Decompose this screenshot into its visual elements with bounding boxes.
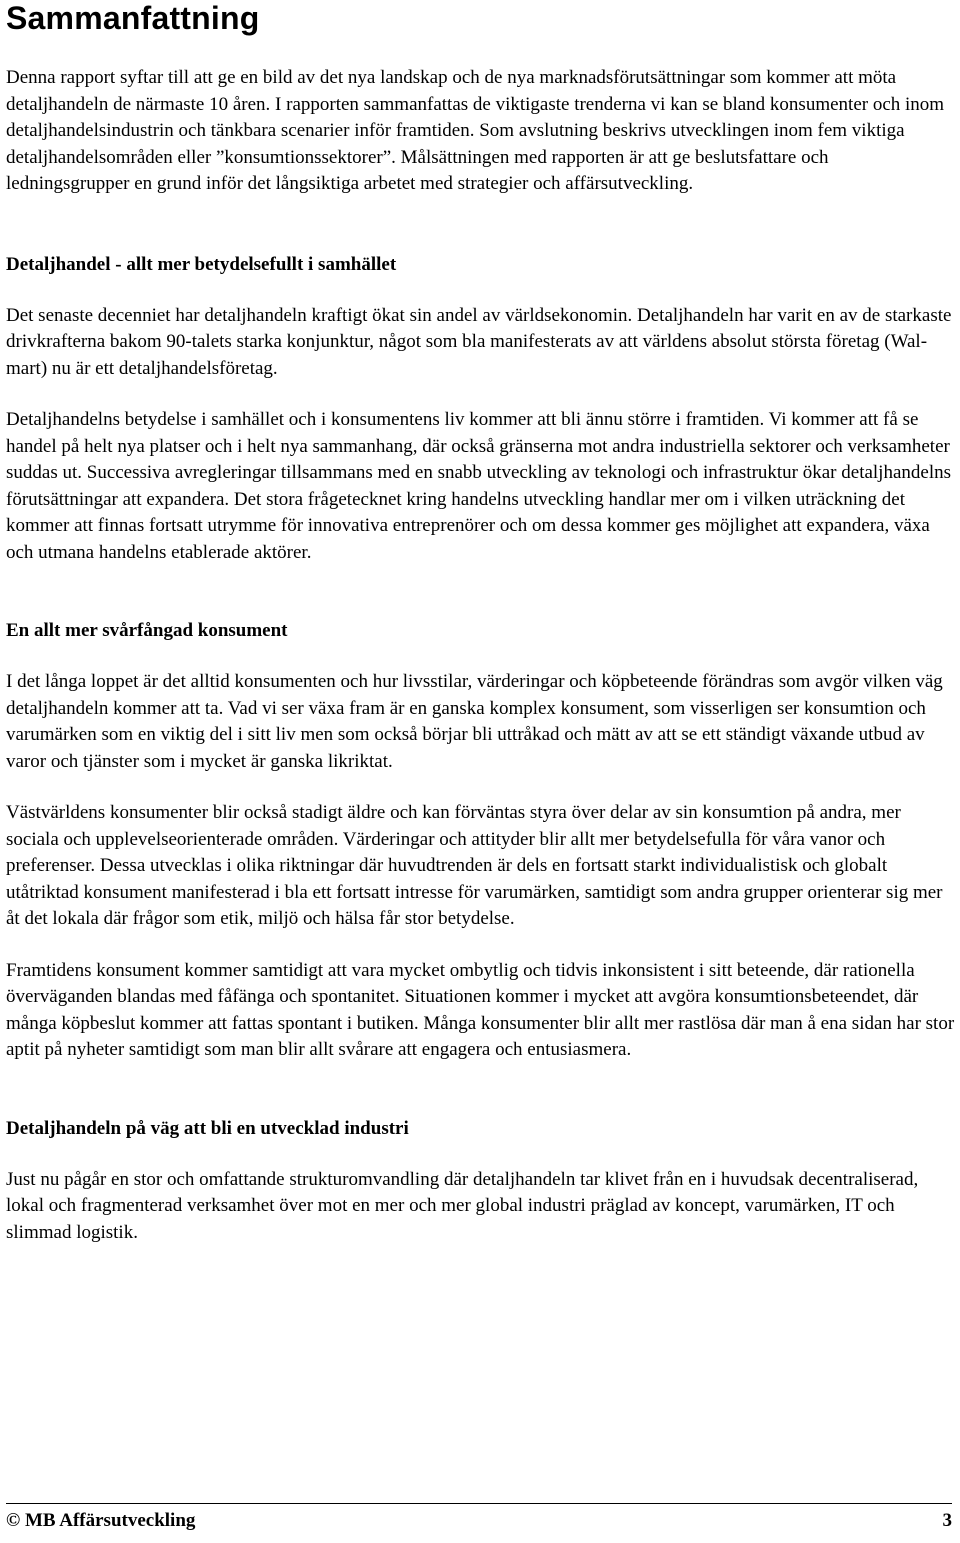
document-page xyxy=(6,0,956,1246)
footer-row xyxy=(6,1508,952,1534)
section-heading: En allt mer svårfångad konsument xyxy=(6,620,288,641)
page-footer xyxy=(6,1503,952,1534)
intro-paragraph: Denna rapport syftar till att ge en bild av det nya landskap och de nya marknadsförutsättningar som kommer att möta detaljhandeln de närmaste 10 åren. I rapporten sammanfattas de viktigaste trenderna vi kan se bland konsumenter och inom detaljhandelsindustrin och tänkbara scenarier inför framtiden. Som avslutning beskrivs utvecklingen inom fem viktiga detaljhandelsområden eller ”konsumtionssektorer”. Målsättningen med rapporten är att ge beslutsfattare och ledningsgrupper en grund inför det långsiktiga arbetet med strategier och affärsutveckling. xyxy=(6,67,945,194)
footer-divider xyxy=(6,1503,952,1504)
body-paragraph: Just nu pågår en stor och omfattande strukturomvandling där detaljhandeln tar klivet från en i huvudsak decentraliserad, lokal och fragmenterad verksamhet över mot en mer och mer global industri präglad av koncept, varumärken, IT och slimmad logistik. xyxy=(6,1168,919,1243)
section-heading: Detaljhandeln på väg att bli en utvecklad industri xyxy=(6,1117,409,1139)
body-paragraph: Det senaste decenniet har detaljhandeln kraftigt ökat sin andel av världsekonomin. Detaljhandeln har varit en av de starkaste drivkrafterna bakom 90-talets starka konjunktur, något som bla manifesterats av att världens absolut största företag (Wal-mart) nu är ett detaljhandelsföretag. xyxy=(6,304,952,379)
footer-copyright: © MB Affärsutveckling xyxy=(6,1510,196,1531)
body-paragraph: Västvärldens konsumenter blir också stadigt äldre och kan förväntas styra över delar av sin konsumtion på andra, mer sociala och upplevelseorienterade områden. Värderingar och attityder blir allt mer betydelsefulla för våra vanor och preferenser. Dessa utvecklas i olika riktningar där huvudtrenden är dels en fortsatt starkt individualistisk och globalt utåtriktad konsument manifesterad i bla ett fortsatt intresse för varumärken, samtidigt som andra grupper orienterar sig mer åt det lokala där frågor som etik, miljö och hälsa får stor betydelse. xyxy=(6,802,943,929)
body-paragraph: I det långa loppet är det alltid konsumenten och hur livsstilar, värderingar och köpbeteende förändras som avgör vilken väg detaljhandeln kommer att ta. Vad vi ser växa fram är en ganska komplex konsument, som visserligen ser konsumtion och varumärken som en viktig del i sitt liv men som också börjar bli uttråkad och mätt av att se ett ständigt växande utbud av varor och tjänster som i mycket är ganska likriktat. xyxy=(6,671,943,772)
body-paragraph: Framtidens konsument kommer samtidigt att vara mycket ombytlig och tidvis inkonsistent i sitt beteende, där rationella överväganden blandas med fåfänga och spontanitet. Situationen kommer i mycket att avgöra konsumtionsbeteendet, där många köpbeslut kommer att fattas spontant i butiken. Många konsumenter blir allt mer rastlösa där man å ena sidan har stor aptit på nyheter samtidigt som man blir allt svårare att engagera och entusiasmera. xyxy=(6,959,955,1060)
body-paragraph: Detaljhandelns betydelse i samhället och i konsumentens liv kommer att bli ännu större i framtiden. Vi kommer att få se handel på helt nya platser och i helt nya sammanhang, där också gränserna mot andra industriella sektorer och verksamheter suddas ut. Successiva avregleringar tillsammans med en snabb utveckling av teknologi och infrastruktur ökar detaljhandelns förutsättningar att expandera. Det stora frågetecknet kring handelns utveckling handlar mer om i vilken uträckning det kommer att finnas fortsatt utrymme för innovativa entreprenörer och om dessa kommer ges möjlighet att expandera, växa och utmana handelns etablerade aktörer. xyxy=(6,409,951,563)
page-title: Sammanfattning xyxy=(6,0,260,36)
page-number: 3 xyxy=(942,1510,952,1531)
section-heading: Detaljhandel - allt mer betydelsefullt i samhället xyxy=(6,253,397,275)
